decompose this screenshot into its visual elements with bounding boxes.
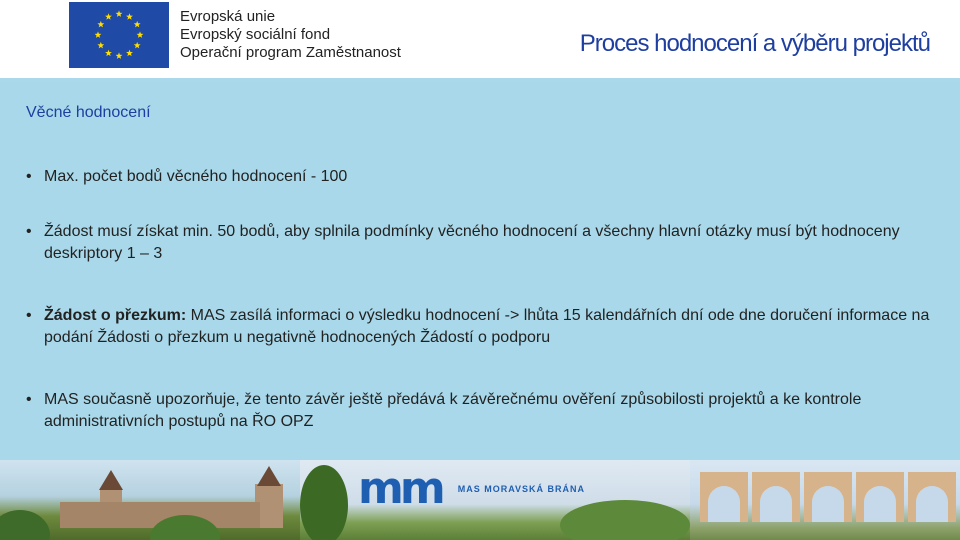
castle-roof	[99, 470, 123, 490]
logo-text: MAS MORAVSKÁ BRÁNA	[457, 484, 586, 494]
eu-star-icon	[97, 42, 104, 49]
logo-mark-2: m	[399, 463, 442, 514]
bullet-text: Max. počet bodů věcného hodnocení - 100	[44, 168, 348, 185]
eu-star-icon	[126, 13, 133, 20]
eu-text	[180, 8, 401, 62]
eu-star-icon	[95, 31, 102, 38]
tree	[0, 510, 50, 540]
bridge-arch	[804, 472, 852, 522]
bridge-arch	[856, 472, 904, 522]
content-panel	[0, 82, 960, 460]
eu-star-icon	[116, 10, 123, 17]
bullet-list	[26, 166, 941, 473]
castle-photo	[0, 460, 300, 540]
eu-star-icon	[134, 21, 141, 28]
eu-star-icon	[97, 21, 104, 28]
mas-logo-icon	[358, 463, 586, 514]
eu-star-icon	[116, 52, 123, 59]
eu-flag-icon	[69, 2, 169, 68]
bridge-arch	[700, 472, 748, 522]
bullet-item	[26, 166, 941, 188]
section-title: Věcné hodnocení	[26, 104, 151, 121]
logo-mark: m	[358, 463, 400, 514]
tree	[300, 465, 348, 540]
eu-line-3: Operační program Zaměstnanost	[180, 44, 401, 61]
bridge-photo	[690, 460, 960, 540]
eu-star-icon	[134, 42, 141, 49]
bullet-item	[26, 221, 941, 265]
bridge-arch	[908, 472, 956, 522]
eu-star-icon	[137, 31, 144, 38]
bullet-text: MAS zasílá informaci o výsledku hodnocení -> lhůta 15 kalendářních dní ode dne doručení informace na podání Žádosti o přezkum u negativně hodnocených Žádostí o podporu	[44, 307, 930, 346]
bullet-text: Žádost musí získat min. 50 bodů, aby splnila podmínky věcného hodnocení a všechny hlavní otázky musí být hodnoceny deskriptory 1 – 3	[44, 223, 900, 262]
bullet-bold: Žádost o přezkum:	[44, 307, 187, 324]
footer-banner	[0, 460, 960, 540]
bullet-item	[26, 389, 941, 433]
castle-roof	[257, 466, 281, 486]
page-title: Proces hodnocení a výběru projektů	[579, 30, 930, 57]
eu-star-icon	[105, 50, 112, 57]
bridge-arch	[752, 472, 800, 522]
eu-star-icon	[126, 50, 133, 57]
eu-star-icon	[105, 13, 112, 20]
arch-bridge	[700, 472, 960, 522]
header	[0, 0, 960, 82]
eu-line-1: Evropská unie	[180, 8, 276, 25]
bullet-item	[26, 305, 941, 349]
eu-line-2: Evropský sociální fond	[180, 26, 331, 43]
bullet-text: MAS současně upozorňuje, že tento závěr ještě předává k závěrečnému ověření způsobilosti projektů a ke kontrole administrativních postupů na ŘO OPZ	[44, 391, 862, 430]
